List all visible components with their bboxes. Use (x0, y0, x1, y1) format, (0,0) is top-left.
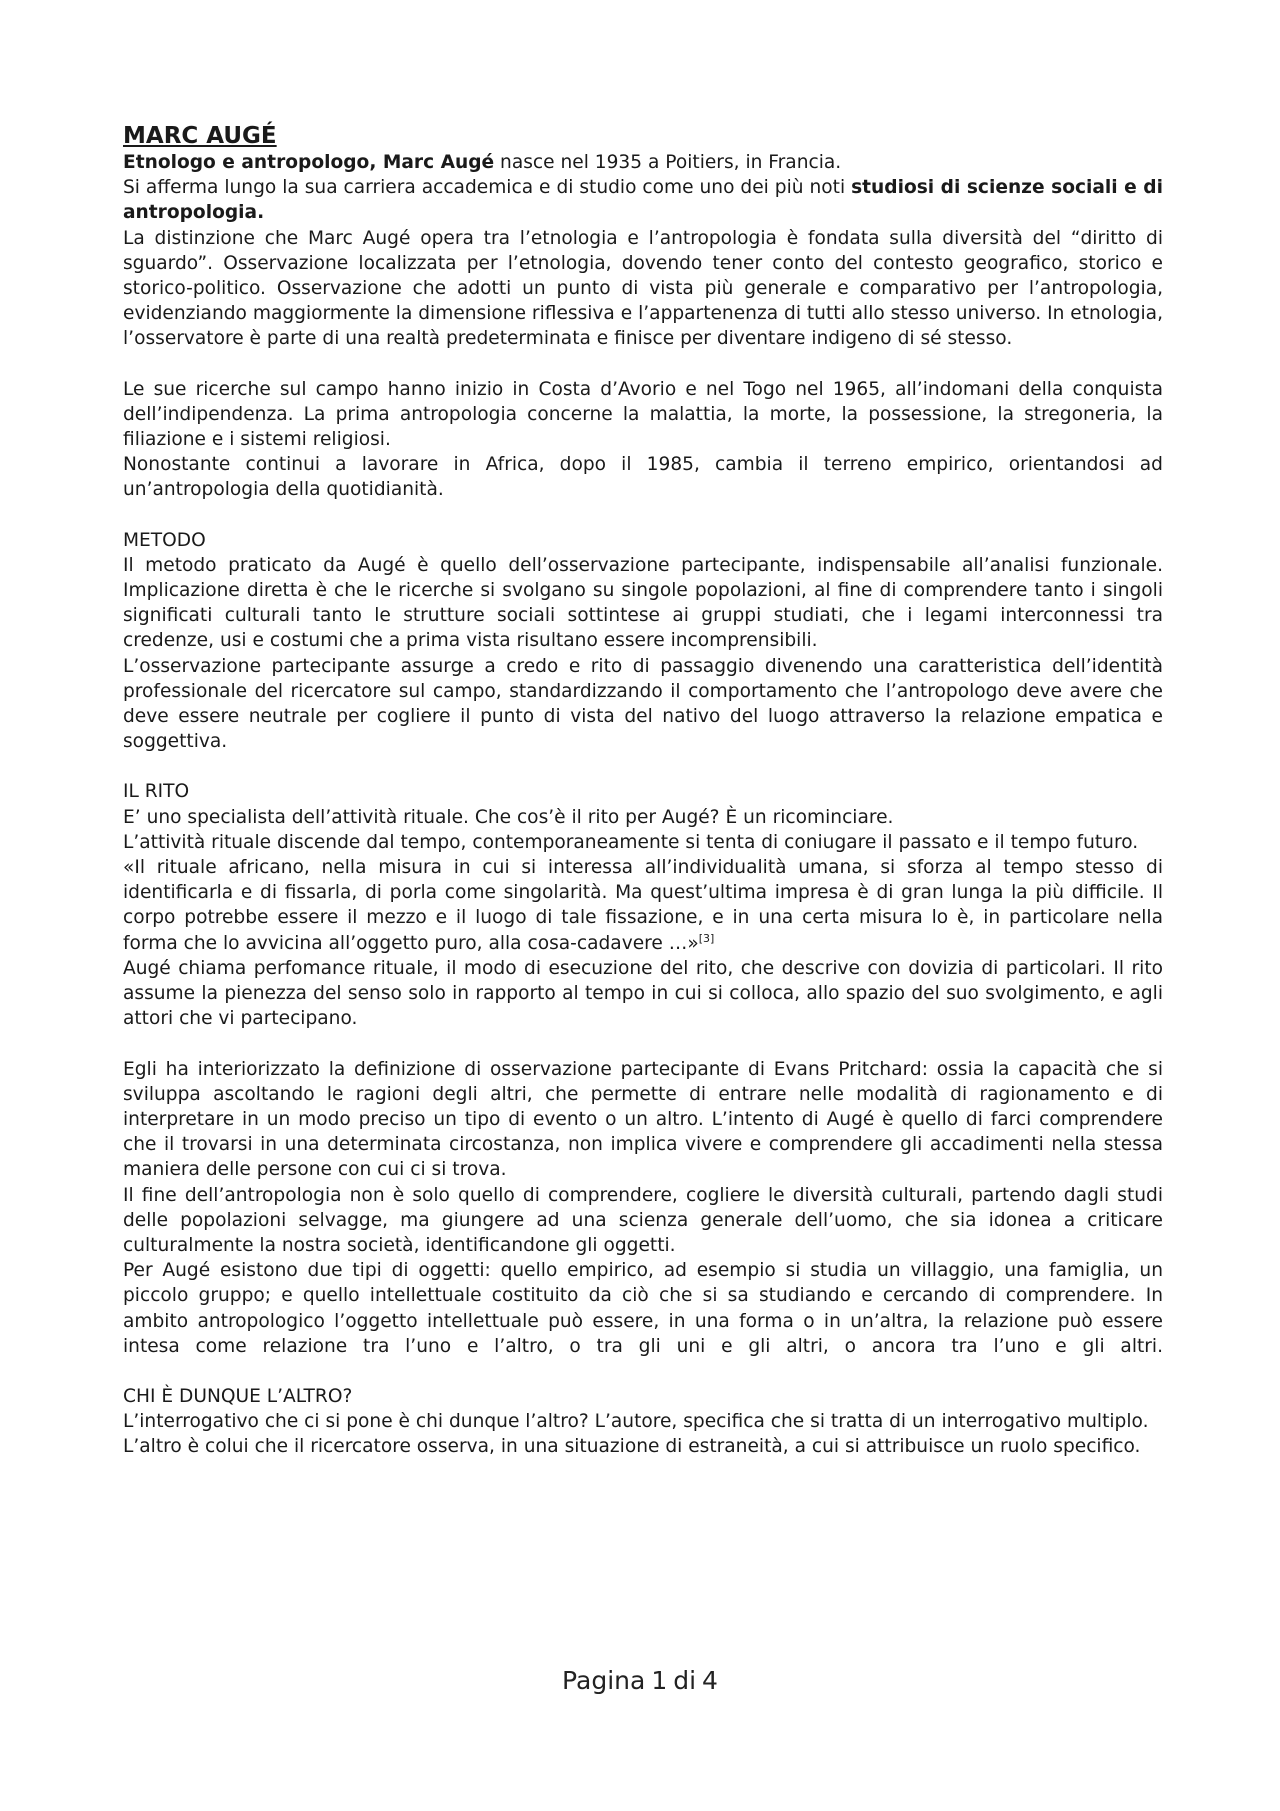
intro-author-bold: Etnologo e antropologo, Marc Augé (123, 152, 495, 173)
rito-quote (123, 855, 1163, 956)
rito-paragraph-4: Egli ha interiorizzato la definizione di osservazione partecipante di Evans Pritchard: ossia la capacità che si sviluppa ascoltando le ragioni degli altri, che permette di entrare nelle modalità di ragionamento e di interpretare in un modo preciso un tipo di evento o un altro. L’intento di Augé è quello di farci comprendere che il trovarsi in una determinata circostanza, non implica vivere e comprendere gli accadimenti nella stessa maniera delle persone con cui ci si trova. (123, 1058, 1163, 1181)
intro-birth-text: nasce nel 1935 a Poitiers, in Francia. (494, 152, 842, 173)
page-label: Pagina (562, 1666, 646, 1695)
intro-career (123, 175, 1163, 225)
footnote-reference[interactable]: [3] (698, 931, 715, 945)
altro-heading: CHI È DUNQUE L’ALTRO? (123, 1385, 353, 1407)
rito-paragraph-3: Augé chiama perfomance rituale, il modo di esecuzione del rito, che descrive con dovizia di particolari. Il rito assume la pienezza del senso solo in rapporto al tempo in cui si colloca, allo spazio del suo svolgimento, e agli attori che vi partecipano. (123, 957, 1163, 1030)
metodo-paragraph-2: L’osservazione partecipante assurge a credo e rito di passaggio divenendo una caratteristica dell’identità professionale del ricercatore sul campo, standardizzando il comportamento che l’antropologo deve avere che deve essere neutrale per cogliere il punto di vista del nativo del luogo attraverso la relazione empatica e soggettiva. (123, 655, 1163, 753)
rito-paragraph-5: Il fine dell’antropologia non è solo quello di comprendere, cogliere le diversità culturali, partendo dagli studi delle popolazioni selvagge, ma giungere ad una scienza generale dell’uomo, che sia idonea a criticare culturalmente la nostra società, identificandone gli oggetti. (123, 1184, 1163, 1256)
document-page (123, 122, 1163, 1460)
page-total: 4 (702, 1666, 718, 1695)
intro-career-text: Si afferma lungo la sua carriera accademica e di studio come uno dei più noti (123, 177, 852, 199)
metodo-heading: METODO (123, 529, 206, 551)
metodo-paragraph-1: Il metodo praticato da Augé è quello dell’osservazione partecipante, indispensabile all’analisi funzionale. Implicazione diretta è che le ricerche si svolgano su singole popolazioni, al fine di comprendere tanto i singoli significati culturali tanto le strutture sociali sottintese ai gruppi studiati, che i legami interconnessi tra credenze, usi e costumi che a prima vista risultano essere incomprensibili. (123, 554, 1163, 652)
intro-research: Le sue ricerche sul campo hanno inizio in Costa d’Avorio e nel Togo nel 1965, all’indomani della conquista dell’indipendenza. La prima antropologia concerne la malattia, la morte, la possessione, la stregoneria, la filiazione e i sistemi religiosi. (123, 378, 1163, 451)
intro-distinction: La distinzione che Marc Augé opera tra l’etnologia e l’antropologia è fondata sulla diversità del “diritto di sguardo”. Osservazione localizzata per l’etnologia, dovendo tener conto del contesto geografico, storico e storico-politico. Osservazione che adotti un punto di vista più generale e comparativo per l’antropologia, evidenziando maggiormente la dimensione riflessiva e l’appartenenza di tutti allo stesso universo. In etnologia, l’osservatore è parte di una realtà predeterminata e finisce per diventare indigeno di sé stesso. (123, 227, 1163, 350)
intro-birth (123, 150, 1163, 175)
altro-paragraph-1: L’interrogativo che ci si pone è chi dunque l’altro? L’autore, specifica che si tratta di un interrogativo multiplo. (123, 1411, 1149, 1433)
intro-africa: Nonostante continui a lavorare in Africa, dopo il 1985, cambia il terreno empirico, orientandosi ad un’antropologia della quotidianità. (123, 454, 1163, 501)
rito-paragraph-2: L’attività rituale discende dal tempo, contemporaneamente si tenta di coniugare il passato e il tempo futuro. (123, 831, 1139, 853)
rito-quote-text: «Il rituale africano, nella misura in cui si interessa all’individualità umana, si sforza al tempo stesso di identificarla e di fissarla, di porla come singolarità. Ma quest’ultima impresa è di gran lunga la più difficile. Il corpo potrebbe essere il mezzo e il luogo di tale fissazione, e in una certa misura lo è, in particolare nella forma che lo avvicina all’oggetto puro, alla cosa-cadavere …» (123, 857, 1163, 954)
page-separator: di (673, 1666, 697, 1695)
page-current: 1 (651, 1666, 668, 1695)
rito-paragraph-6: Per Augé esistono due tipi di oggetti: quello empirico, ad esempio si studia un villaggio, una famiglia, un piccolo gruppo; e quello intellettuale costituito da ciò che si sa studiando e cercando di comprendere. In ambito antropologico l’oggetto intellettuale può essere, in una forma o in un’altra, la relazione può essere intesa come relazione tra l’uno e l’altro, o tra gli uni e gli altri, o ancora tra l’uno e gli altri. (123, 1260, 1163, 1357)
page-title: MARC AUGÉ (123, 123, 277, 149)
rito-heading: IL RITO (123, 781, 190, 803)
intro-career-bold: studiosi di scienze sociali e di antropologia. (123, 177, 1163, 224)
rito-paragraph-1: E’ uno specialista dell’attività rituale. Che cos’è il rito per Augé? È un ricominciare. (123, 806, 894, 828)
page-footer (0, 1666, 1280, 1695)
altro-paragraph-2: L’altro è colui che il ricercatore osserva, in una situazione di estraneità, a cui si attribuisce un ruolo specifico. (123, 1436, 1141, 1458)
